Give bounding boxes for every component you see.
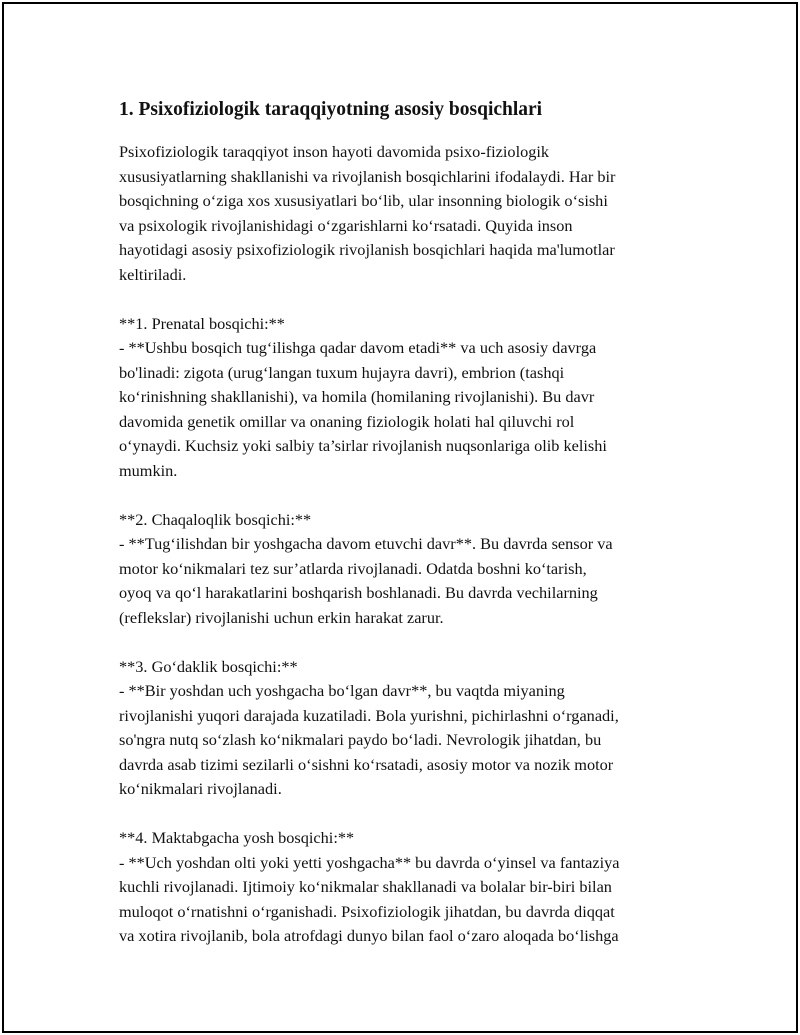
text-line: keltiriladi. bbox=[119, 264, 187, 284]
stage-3-title: **3. Go‘daklik bosqichi:** bbox=[119, 656, 298, 676]
text-line: - **Ushbu bosqich tug‘ilishga qadar davom etadi** va uch asosiy davrga bbox=[119, 338, 597, 357]
text-line: mumkin. bbox=[119, 460, 178, 480]
stage-2-title: **2. Chaqaloqlik bosqichi:** bbox=[119, 509, 312, 529]
text-line: kuchli rivojlanadi. Ijtimoiy ko‘nikmalar shakllanadi va bolalar bir-biri bilan bbox=[119, 877, 612, 896]
stage-3-paragraph bbox=[119, 655, 694, 802]
stage-4-title: **4. Maktabgacha yosh bosqichi:** bbox=[119, 828, 355, 847]
text-line: (reflekslar) rivojlanishi uchun erkin harakat zarur. bbox=[119, 607, 444, 627]
stage-1-paragraph bbox=[119, 312, 694, 484]
text-line: davrda asab tizimi sezilarli o‘sishni ko‘rsatadi, asosiy motor va nozik motor bbox=[119, 754, 614, 774]
text-line: ko‘rinishning shakllanishi), va homila (homilaning rivojlanishi). Bu davr bbox=[119, 387, 595, 406]
text-line: motor ko‘nikmalari tez sur’atlarda rivojlanadi. Odatda boshni ko‘tarish, bbox=[119, 558, 587, 578]
stage-2-paragraph bbox=[119, 508, 694, 631]
stage-1-title: **1. Prenatal bosqichi:** bbox=[119, 313, 285, 333]
text-line: o‘ynaydi. Kuchsiz yoki salbiy ta’sirlar rivojlanish nuqsonlariga olib kelishi bbox=[119, 436, 607, 455]
text-line: so'ngra nutq so‘zlash ko‘nikmalari paydo bo‘ladi. Nevrologik jihatdan, bu bbox=[119, 730, 602, 749]
text-line: hayotidagi asosiy psixofiziologik rivojlanish bosqichlari haqida ma'lumotlar bbox=[119, 240, 615, 259]
text-line: rivojlanishi yuqori darajada kuzatiladi. Bola yurishni, pichirlashni o‘rganadi, bbox=[119, 705, 619, 725]
intro-paragraph bbox=[119, 140, 694, 287]
stage-4-paragraph bbox=[119, 826, 694, 949]
document-body bbox=[119, 97, 694, 949]
text-line: - **Bir yoshdan uch yoshgacha bo‘lgan davr**, bu vaqtda miyaning bbox=[119, 681, 565, 700]
text-line: oyoq va qo‘l harakatlarini boshqarish boshlanadi. Bu davrda vechilarning bbox=[119, 583, 598, 602]
text-line: ko‘nikmalari rivojlanadi. bbox=[119, 779, 282, 798]
text-line: davomida genetik omillar va onaning fiziologik holati hal qiluvchi rol bbox=[119, 411, 575, 431]
text-line: bo'linadi: zigota (urug‘langan tuxum hujayra davri), embrion (tashqi bbox=[119, 362, 565, 382]
text-line: xususiyatlarning shakllanishi va rivojlanish bosqichlarini ifodalaydi. Har bir bbox=[119, 166, 616, 186]
text-line: va psixologik rivojlanishidagi o‘zgarishlarni ko‘rsatadi. Quyida inson bbox=[119, 215, 573, 235]
document-page bbox=[2, 2, 798, 1033]
text-line: va xotira rivojlanib, bola atrofdagi dunyo bilan faol o‘zaro aloqada bo‘lishga bbox=[119, 926, 619, 945]
text-line: - **Uch yoshdan olti yoki yetti yoshgacha** bu davrda o‘yinsel va fantaziya bbox=[119, 852, 620, 872]
text-line: - **Tug‘ilishdan bir yoshgacha davom etuvchi davr**. Bu davrda sensor va bbox=[119, 534, 613, 553]
text-line: Psixofiziologik taraqqiyot inson hayoti davomida psixo-fiziologik bbox=[119, 142, 550, 161]
text-line: bosqichning o‘ziga xos xususiyatlari bo‘lib, ular insonning biologik o‘sishi bbox=[119, 191, 608, 210]
section-heading: 1. Psixofiziologik taraqqiyotning asosiy bosqichlari bbox=[119, 99, 543, 120]
text-line: muloqot o‘rnatishni o‘rganishadi. Psixofiziologik jihatdan, bu davrda diqqat bbox=[119, 901, 615, 921]
